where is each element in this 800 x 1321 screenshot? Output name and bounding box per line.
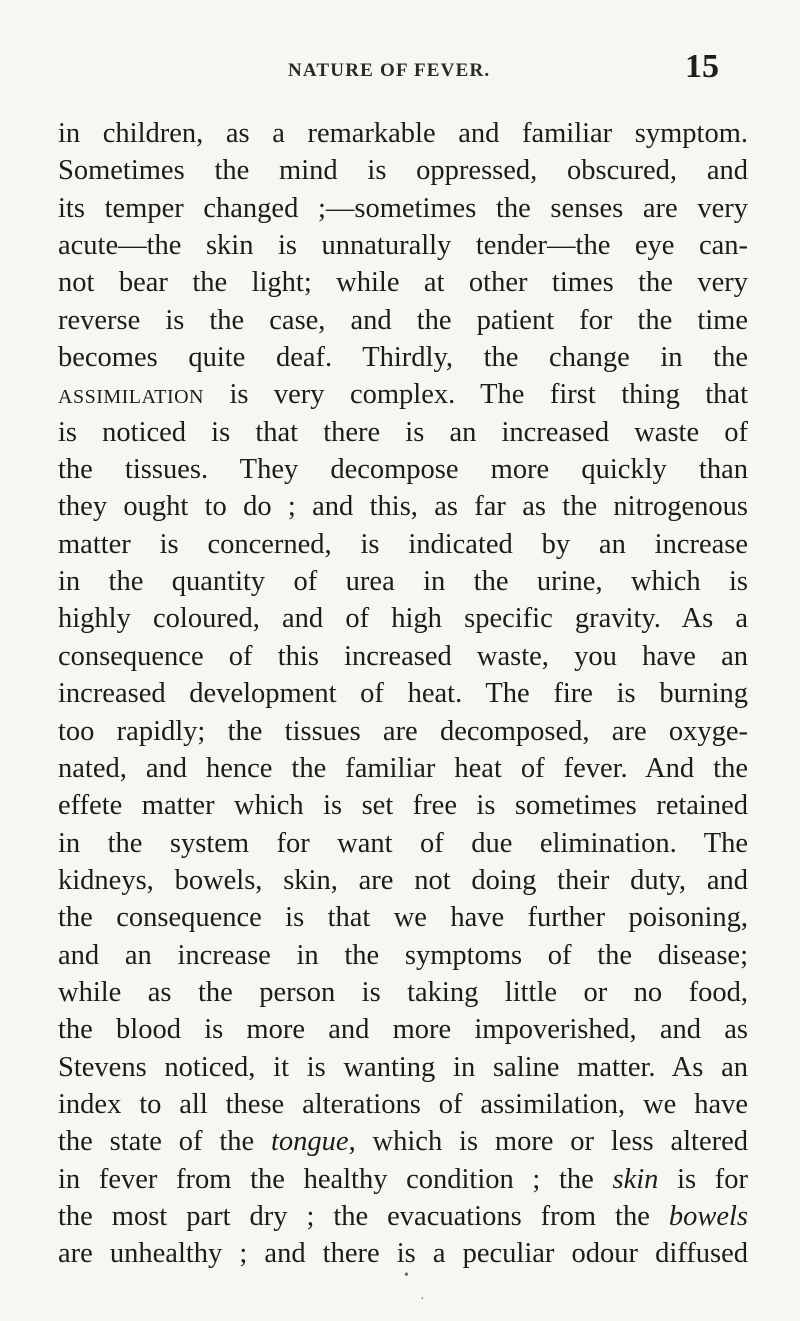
text-run: is very complex. The first thing that <box>204 379 748 411</box>
text-run: , which is more or less altered <box>348 1126 749 1158</box>
text-line: they ought to do ; and this, as far as the nitrogenous <box>58 491 748 523</box>
ink-speck: · <box>420 1292 425 1307</box>
text-line: the consequence is that we have further poisoning, <box>58 902 748 934</box>
text-line: increased development of heat. The fire is burning <box>58 678 748 710</box>
text-line: while as the person is taking little or no food, <box>58 976 748 1008</box>
text-line: its temper changed ;—sometimes the senses are very <box>58 192 748 224</box>
text-line: are unhealthy ; and there is a peculiar odour diffused <box>58 1238 748 1270</box>
body-text <box>58 115 748 1273</box>
text-line: effete matter which is set free is sometimes retained <box>58 790 748 822</box>
italic-term: tongue <box>271 1126 349 1158</box>
text-line: not bear the light; while at other times the very <box>58 267 748 299</box>
text-line-tongue <box>58 1123 748 1160</box>
text-line-assimilation <box>58 376 748 413</box>
text-line: is noticed is that there is an increased waste of <box>58 416 748 448</box>
text-line: the tissues. They decompose more quickly than <box>58 454 748 486</box>
italic-term: skin <box>612 1163 659 1195</box>
text-run: is for <box>658 1163 748 1195</box>
text-line: Sometimes the mind is oppressed, obscured, and <box>58 155 748 187</box>
text-line: kidneys, bowels, skin, are not doing their duty, and <box>58 864 748 896</box>
text-line: Stevens noticed, it is wanting in saline matter. As an <box>58 1051 748 1083</box>
text-line: and an increase in the symptoms of the disease; <box>58 939 748 971</box>
text-line: too rapidly; the tissues are decomposed, are oxyge- <box>58 715 748 747</box>
text-run: the state of the <box>58 1126 271 1158</box>
text-run: the most part dry ; the evacuations from the <box>58 1200 669 1232</box>
text-line: in children, as a remarkable and familiar symptom. <box>58 118 748 149</box>
text-line: reverse is the case, and the patient for the time <box>58 304 748 336</box>
ink-speck: • <box>404 1268 409 1283</box>
running-head <box>0 48 800 96</box>
text-line: nated, and hence the familiar heat of fever. And the <box>58 752 748 784</box>
text-line: in the system for want of due elimination. The <box>58 827 748 859</box>
page-number: 15 <box>685 48 719 85</box>
italic-term: bowels <box>668 1200 748 1232</box>
text-line: in the quantity of urea in the urine, which is <box>58 566 748 598</box>
text-line: acute—the skin is unnaturally tender—the eye can- <box>58 230 748 262</box>
text-run: in fever from the healthy condition ; the <box>58 1163 613 1195</box>
text-line: becomes quite deaf. Thirdly, the change in the <box>58 342 748 374</box>
text-line-bowels <box>58 1198 748 1235</box>
small-caps-term: assimilation <box>58 379 204 411</box>
running-title: NATURE OF FEVER. <box>288 60 491 81</box>
text-line: consequence of this increased waste, you have an <box>58 640 748 672</box>
text-line: highly coloured, and of high specific gravity. As a <box>58 603 748 635</box>
text-line-skin <box>58 1161 748 1198</box>
text-line: the blood is more and more impoverished, and as <box>58 1014 748 1046</box>
text-line: matter is concerned, is indicated by an increase <box>58 528 748 560</box>
text-line: index to all these alterations of assimilation, we have <box>58 1088 748 1120</box>
